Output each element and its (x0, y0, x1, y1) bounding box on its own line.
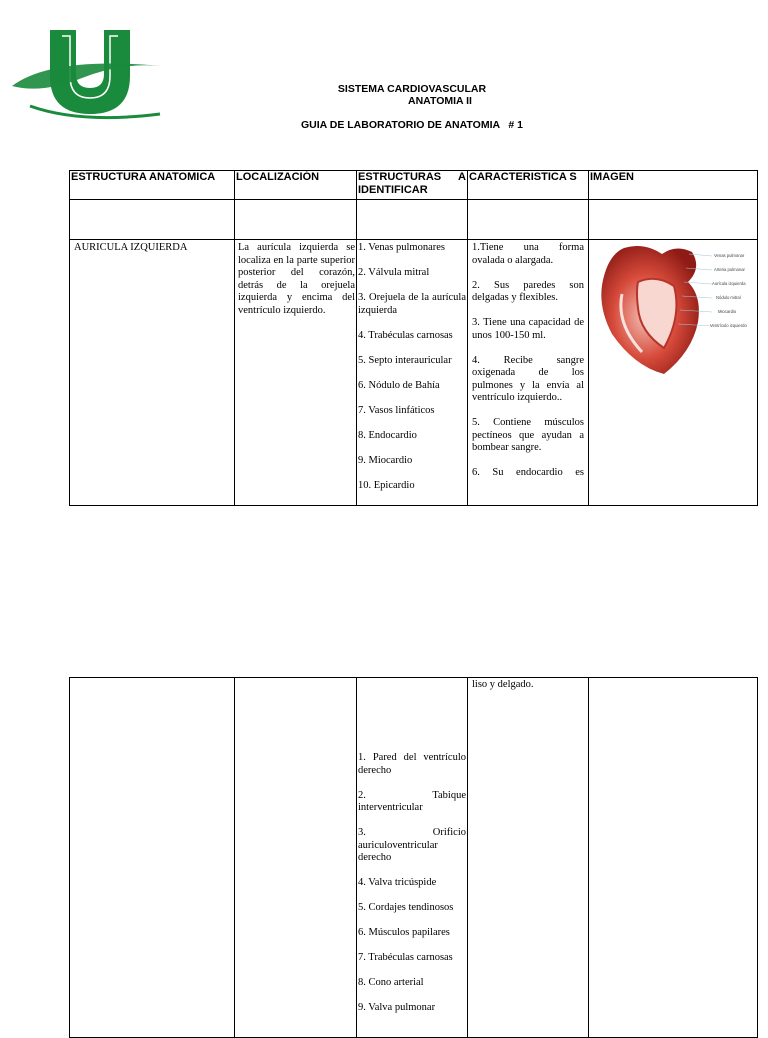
col-header-localizacion: LOCALIZACIÓN (235, 171, 357, 200)
list-item: 4. Valva tricúspide (358, 877, 437, 888)
caracteristicas-continued: liso y delgado. (468, 678, 589, 1038)
heart-illustration (594, 242, 754, 374)
estructuras-list (357, 678, 468, 1038)
list-item: 9. Miocardio (358, 454, 413, 466)
heart-label: Miocardio (718, 309, 737, 314)
list-item: 8. Cono arterial (358, 977, 424, 988)
col-header-estructuras: ESTRUCTURAS A IDENTIFICAR (357, 171, 468, 200)
list-item: 2. Tabique interventricular (358, 789, 466, 813)
imagen-cell (589, 240, 758, 506)
list-item: 3. Orejuela de la aurícula izquierda (358, 292, 466, 316)
list-item: 2. Sus paredes son delgadas y flexibles. (472, 279, 584, 303)
localizacion-cell: La aurícula izquierda se localiza en la parte superior posterior del corazón, detrás de la orejuela izquierda y encima del ventrículo izquierdo. (235, 240, 357, 506)
list-item: 9. Valva pulmonar (358, 1002, 436, 1013)
estructura-cell: AURICULA IZQUIERDA (70, 240, 235, 506)
list-item: 5. Septo interauricular (358, 354, 452, 366)
list-item: 1. Pared del ventrículo derecho (358, 752, 466, 776)
document-title: SISTEMA CARDIOVASCULAR (337, 83, 487, 95)
list-item: 3. Orificio auriculoventricular derecho (358, 827, 466, 863)
heart-label: Venas pulmonar (714, 253, 745, 258)
anatomy-table-continued (69, 677, 758, 1038)
caracteristicas-list (468, 240, 589, 506)
table-row (70, 240, 758, 506)
list-item: 1.Tiene una forma ovalada o alargada. (472, 242, 584, 266)
list-item: 6. Nódulo de Bahía (358, 379, 440, 391)
guide-title: GUIA DE LABORATORIO DE ANATOMIA # 1 (300, 119, 524, 131)
col-header-imagen: IMAGEN (589, 171, 758, 200)
list-item: 10. Epicardio (358, 479, 415, 491)
heart-label: Aurícula izquierda (712, 281, 746, 286)
table-empty-row (70, 200, 758, 240)
list-item: 2. Válvula mitral (358, 267, 430, 278)
list-item: 4. Trabéculas carnosas (358, 329, 453, 341)
anatomy-table (69, 170, 758, 506)
col-header-caracteristicas: CARACTERISTICA S (468, 171, 589, 200)
list-item: 6. Músculos papilares (358, 927, 450, 938)
list-item: 3. Tiene una capacidad de unos 100-150 ml. (472, 317, 584, 341)
estructuras-list (357, 240, 468, 506)
list-item: 1. Venas pulmonares (358, 242, 445, 253)
list-item: 5. Cordajes tendinosos (358, 902, 454, 913)
list-item: 4. Recibe sangre oxigenada de los pulmones y la envía al ventrículo izquierdo.. (472, 354, 584, 403)
table-header-row (70, 171, 758, 200)
list-item: 5. Contiene músculos pectíneos que ayudan a bombear sangre. (472, 417, 584, 453)
heart-label: Arteria pulmonar (714, 267, 745, 272)
table-row (70, 678, 758, 1038)
list-item: 7. Trabéculas carnosas (358, 952, 453, 963)
list-item: 8. Endocardio (358, 429, 417, 441)
document-subtitle: ANATOMIA II (408, 95, 472, 107)
list-item: 6. Su endocardio es (472, 467, 584, 478)
heart-label: Ventrículo izquierdo (710, 323, 747, 328)
list-item: 7. Vasos linfáticos (358, 404, 435, 416)
heart-image (594, 242, 754, 374)
col-header-estructura: ESTRUCTURA ANATOMICA (70, 171, 235, 200)
heart-label: Nódulo mitral (716, 295, 741, 300)
